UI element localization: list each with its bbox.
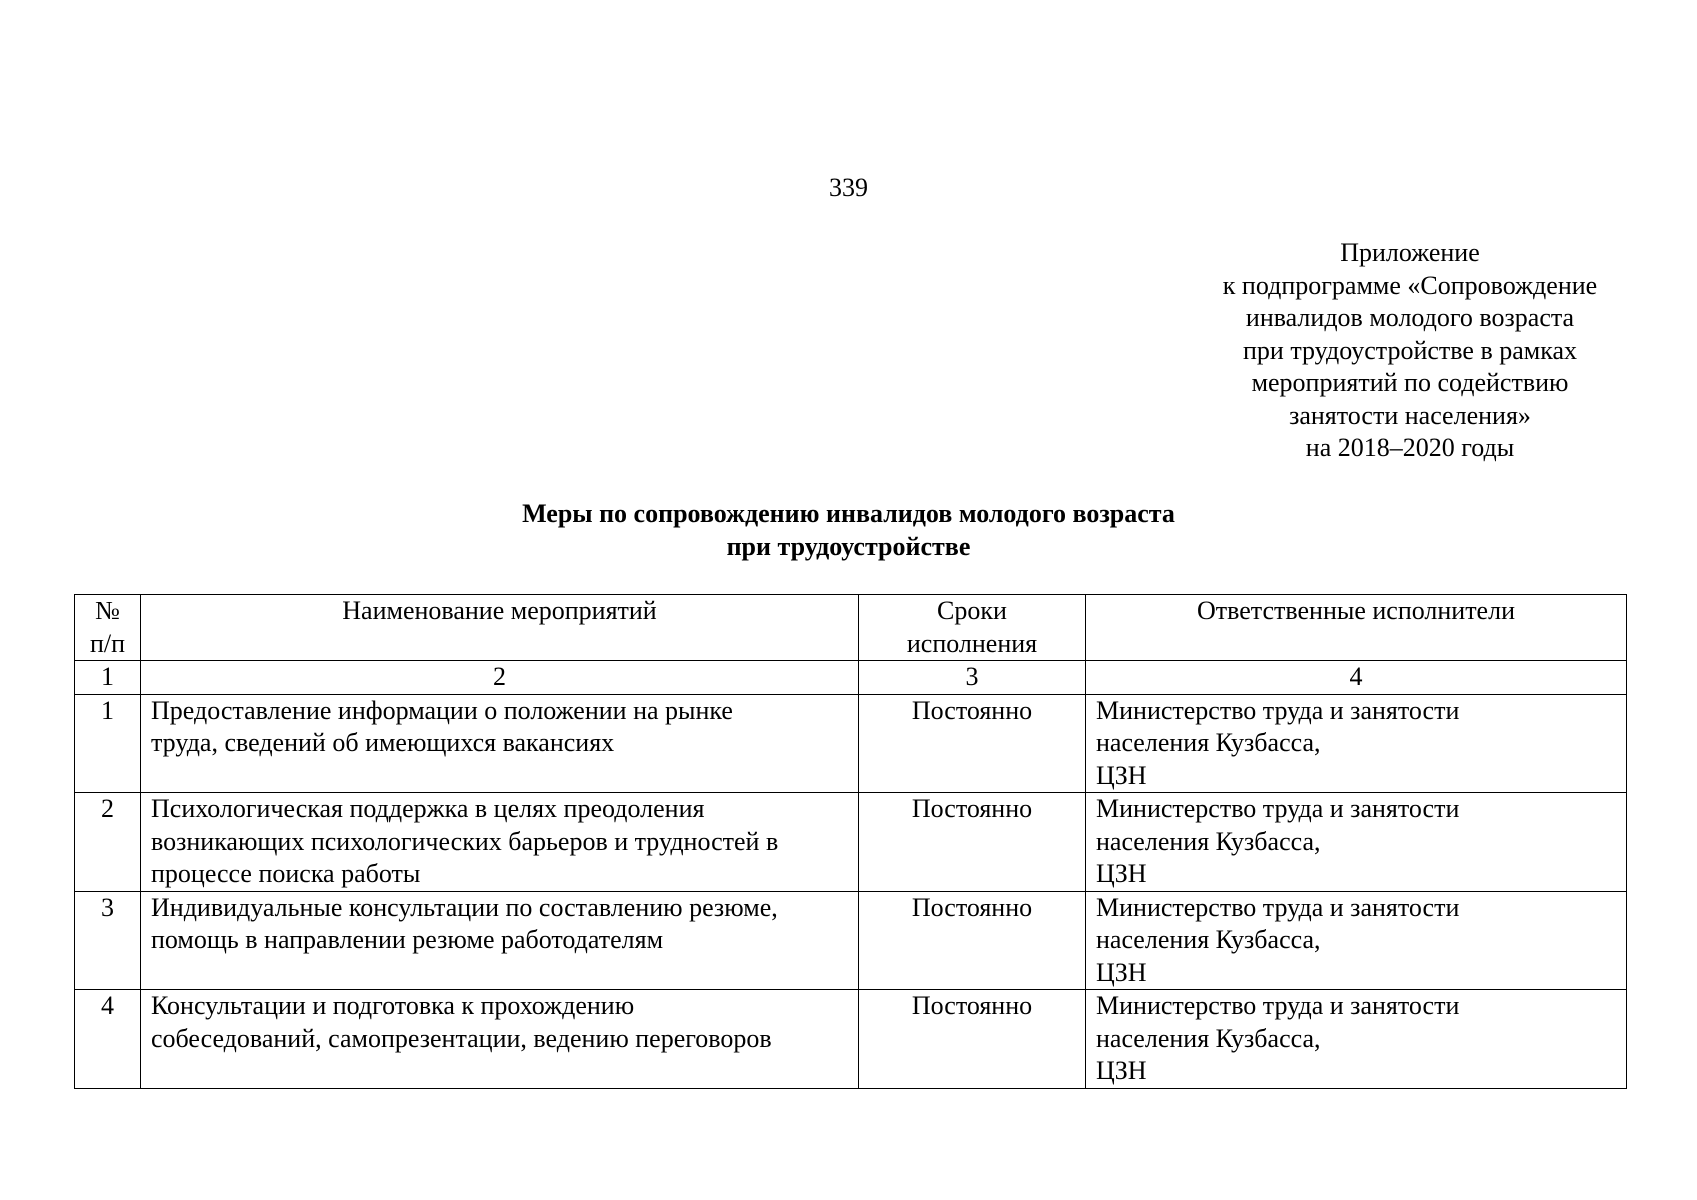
responsible-line: Министерство труда и занятости <box>1096 794 1460 823</box>
appendix-line: занятости населения» <box>1289 400 1531 430</box>
responsible-cell <box>1086 694 1627 793</box>
responsible-line: населения Кузбасса, <box>1096 826 1321 856</box>
title-line: Меры по сопровождению инвалидов молодого возраста <box>522 499 1175 528</box>
responsible-line: ЦЗН <box>1096 957 1147 987</box>
header-num-line: п/п <box>89 628 126 658</box>
header-num-line: № <box>95 596 120 625</box>
term-cell: Постоянно <box>859 793 1086 892</box>
header-term-line: исполнения <box>906 628 1038 658</box>
measure-name-line: Психологическая поддержка в целях преодоления <box>151 794 705 823</box>
responsible-line: населения Кузбасса, <box>1096 1023 1321 1053</box>
table-row <box>75 694 1627 793</box>
term-cell: Постоянно <box>859 891 1086 990</box>
measure-name-line: собеседований, самопрезентации, ведению переговоров <box>151 1023 772 1053</box>
term-cell: Постоянно <box>859 694 1086 793</box>
row-number: 1 <box>75 694 141 793</box>
measure-name-line: труда, сведений об имеющихся вакансиях <box>151 728 615 757</box>
responsible-line: ЦЗН <box>1096 859 1147 888</box>
title-line: при трудоустройстве <box>726 532 971 561</box>
measure-name <box>141 990 859 1089</box>
page-number: 339 <box>829 173 868 202</box>
header-term-line: Сроки <box>937 596 1007 625</box>
table-row <box>75 891 1627 990</box>
header-num <box>75 595 141 661</box>
table-header-row <box>75 595 1627 661</box>
appendix-line: Приложение <box>1340 238 1480 267</box>
header-term <box>859 595 1086 661</box>
column-index-row <box>75 661 1627 695</box>
appendix-line: к подпрограмме «Сопровождение <box>1222 270 1598 300</box>
responsible-cell <box>1086 793 1627 892</box>
header-responsible <box>1086 595 1627 661</box>
appendix-header <box>1180 237 1640 465</box>
row-number: 2 <box>75 793 141 892</box>
row-number: 3 <box>75 891 141 990</box>
column-index: 3 <box>859 661 1086 695</box>
column-index: 1 <box>75 661 141 695</box>
appendix-line: при трудоустройстве в рамках <box>1242 335 1577 365</box>
document-title <box>0 497 1697 563</box>
measure-name-line: помощь в направлении резюме работодателям <box>151 925 664 954</box>
row-number: 4 <box>75 990 141 1089</box>
measure-name-line: Консультации и подготовка к прохождению <box>151 991 635 1020</box>
term-cell: Постоянно <box>859 990 1086 1089</box>
responsible-cell <box>1086 990 1627 1089</box>
responsible-line: ЦЗН <box>1096 760 1147 790</box>
appendix-line: мероприятий по содействию <box>1251 368 1569 397</box>
responsible-cell <box>1086 891 1627 990</box>
header-name-text: Наименование мероприятий <box>342 596 657 625</box>
header-name <box>141 595 859 661</box>
column-index: 2 <box>141 661 859 695</box>
measure-name <box>141 891 859 990</box>
table-row <box>75 793 1627 892</box>
responsible-line: Министерство труда и занятости <box>1096 991 1460 1020</box>
responsible-line: ЦЗН <box>1096 1056 1147 1085</box>
responsible-line: населения Кузбасса, <box>1096 728 1321 757</box>
measure-name <box>141 793 859 892</box>
table-row <box>75 990 1627 1089</box>
responsible-line: Министерство труда и занятости <box>1096 695 1460 725</box>
responsible-line: населения Кузбасса, <box>1096 925 1321 954</box>
measure-name-line: Индивидуальные консультации по составлению резюме, <box>151 892 778 922</box>
responsible-line: Министерство труда и занятости <box>1096 892 1460 922</box>
measure-name-line: Предоставление информации о положении на рынке <box>151 695 733 725</box>
measures-table <box>74 594 1627 1089</box>
appendix-line: инвалидов молодого возраста <box>1245 303 1575 332</box>
measure-name <box>141 694 859 793</box>
measure-name-line: возникающих психологических барьеров и трудностей в <box>151 826 779 856</box>
header-responsible-text: Ответственные исполнители <box>1196 596 1515 625</box>
measure-name-line: процессе поиска работы <box>151 859 421 888</box>
appendix-line: на 2018–2020 годы <box>1305 433 1515 462</box>
column-index: 4 <box>1086 661 1627 695</box>
